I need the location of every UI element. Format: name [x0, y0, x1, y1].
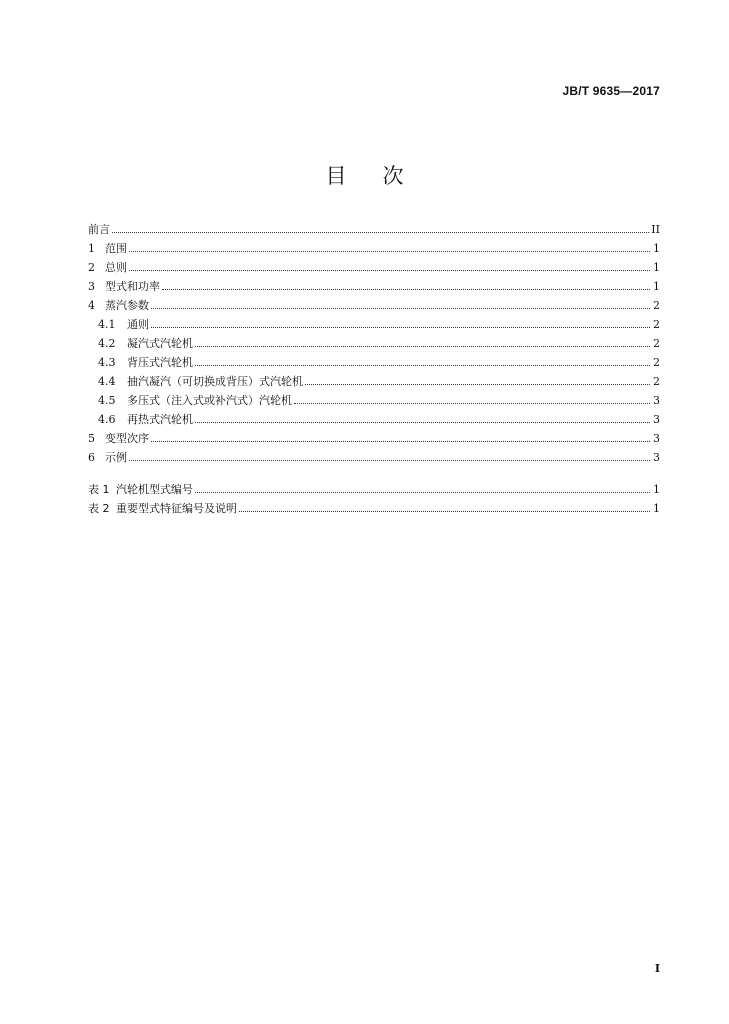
dot-leader: [129, 270, 650, 271]
toc-entry-page: 2: [653, 318, 660, 331]
toc-entry-text: 凝汽式汽轮机: [127, 337, 193, 350]
toc-entry-text: 示例: [105, 451, 127, 464]
toc-entry-page: 2: [653, 299, 660, 312]
toc-entry-number: 4.1: [98, 318, 116, 331]
toc-entry-4-4[interactable]: [88, 372, 660, 391]
toc-entry-2[interactable]: [88, 258, 660, 277]
toc-entry-page: 2: [653, 337, 660, 350]
dot-leader: [305, 384, 650, 385]
toc-entry-number: 表 2: [88, 502, 110, 515]
toc-entry-text: 前言: [88, 223, 110, 236]
dot-leader: [112, 232, 649, 233]
toc-entry-text: 总则: [105, 261, 127, 274]
toc-entry-4-5[interactable]: [88, 391, 660, 410]
table-of-contents: [88, 220, 660, 518]
dot-leader: [151, 441, 650, 442]
dot-leader: [129, 251, 650, 252]
toc-entry-page: 3: [653, 432, 660, 445]
page-title: 目次: [325, 164, 440, 188]
toc-entry-text: 变型次序: [105, 432, 149, 445]
standard-number: JB/T 9635—2017: [562, 84, 660, 98]
toc-entry-number: 表 1: [88, 483, 110, 496]
toc-entry-page: 1: [653, 261, 660, 274]
toc-entry-number: 4.4: [98, 375, 116, 388]
toc-entry-page: 1: [653, 483, 660, 496]
page-number: I: [654, 962, 660, 975]
toc-entry-table-1[interactable]: [88, 480, 660, 499]
toc-entry-6[interactable]: [88, 448, 660, 467]
toc-entry-4[interactable]: [88, 296, 660, 315]
dot-leader: [195, 346, 650, 347]
toc-entry-text: 蒸汽参数: [105, 299, 149, 312]
toc-entry-table-2[interactable]: [88, 499, 660, 518]
toc-entry-page: 1: [653, 502, 660, 515]
toc-entry-page: 3: [653, 394, 660, 407]
dot-leader: [151, 327, 650, 328]
dot-leader: [129, 460, 650, 461]
toc-entry-number: 4: [88, 299, 95, 312]
toc-entry-text: 再热式汽轮机: [127, 413, 193, 426]
toc-entry-5[interactable]: [88, 429, 660, 448]
toc-entry-4-2[interactable]: [88, 334, 660, 353]
dot-leader: [239, 511, 650, 512]
toc-entry-page: 3: [653, 413, 660, 426]
toc-entry-text: 汽轮机型式编号: [116, 483, 193, 496]
toc-entry-text: 通则: [127, 318, 149, 331]
toc-entry-text: 背压式汽轮机: [127, 356, 193, 369]
toc-entry-1[interactable]: [88, 239, 660, 258]
toc-entry-text: 型式和功率: [105, 280, 160, 293]
toc-entry-4-6[interactable]: [88, 410, 660, 429]
toc-entry-text: 范围: [105, 242, 127, 255]
toc-entry-number: 4.6: [98, 413, 116, 426]
toc-entry-number: 6: [88, 451, 95, 464]
toc-entry-4-1[interactable]: [88, 315, 660, 334]
toc-entry-page: 1: [653, 242, 660, 255]
toc-entry-text: 抽汽凝汽（可切换成背压）式汽轮机: [127, 375, 303, 388]
toc-entry-number: 5: [88, 432, 95, 445]
dot-leader: [162, 289, 650, 290]
toc-entry-number: 1: [88, 242, 95, 255]
dot-leader: [195, 492, 650, 493]
toc-entry-number: 4.2: [98, 337, 116, 350]
toc-entry-number: 4.3: [98, 356, 116, 369]
toc-entry-number: 3: [88, 280, 95, 293]
toc-entry-page: 2: [653, 375, 660, 388]
toc-entry-text: 重要型式特征编号及说明: [116, 502, 237, 515]
toc-entry-page: 1: [653, 280, 660, 293]
dot-leader: [195, 365, 650, 366]
dot-leader: [294, 403, 650, 404]
toc-entry-3[interactable]: [88, 277, 660, 296]
toc-entry-number: 2: [88, 261, 95, 274]
toc-entry-page: 2: [653, 356, 660, 369]
dot-leader: [195, 422, 650, 423]
toc-entry-number: 4.5: [98, 394, 116, 407]
toc-entry-page: II: [651, 223, 660, 236]
toc-entry-4-3[interactable]: [88, 353, 660, 372]
dot-leader: [151, 308, 650, 309]
toc-entry-text: 多压式（注入式或补汽式）汽轮机: [127, 394, 292, 407]
toc-entry-page: 3: [653, 451, 660, 464]
toc-entry-foreword[interactable]: [88, 220, 660, 239]
